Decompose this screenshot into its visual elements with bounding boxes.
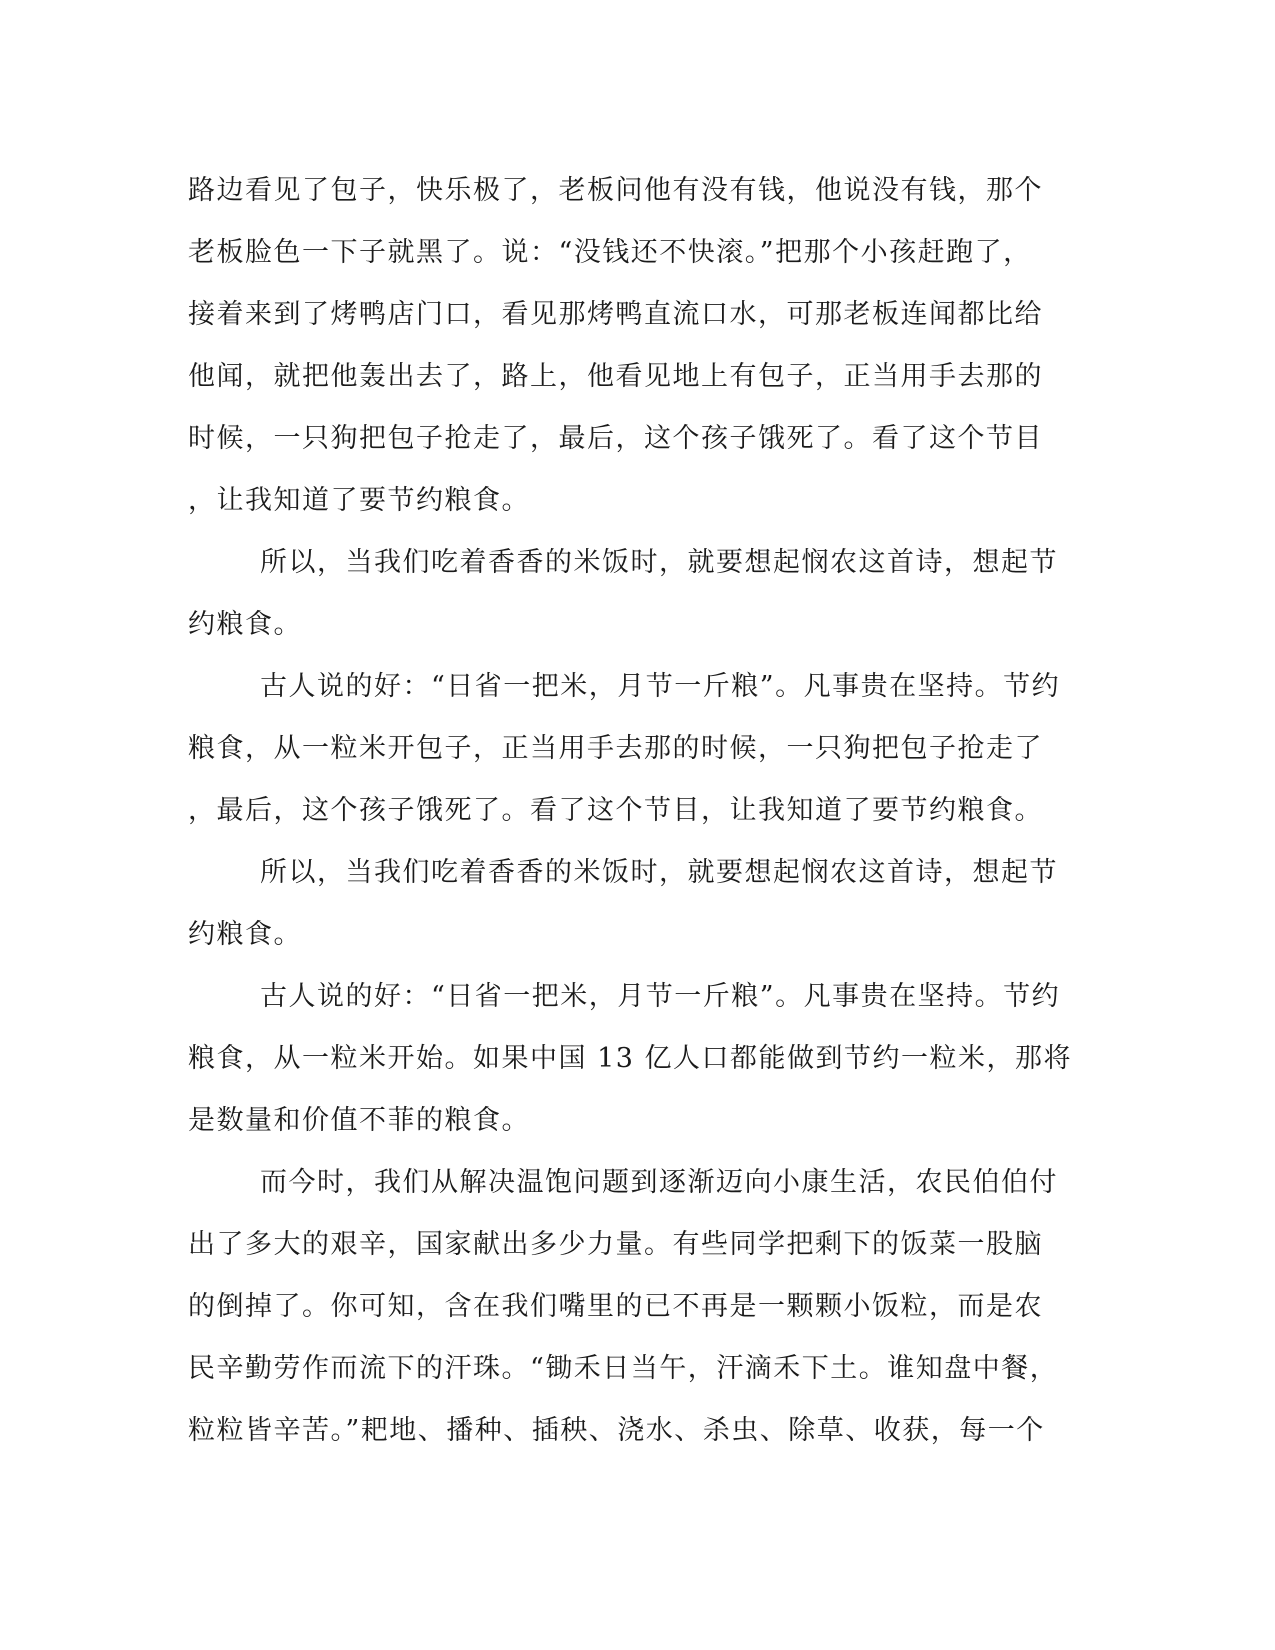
text-line: 粮食，从一粒米开包子，正当用手去那的时候，一只狗把包子抢走了 — [188, 733, 1043, 764]
text-line: 古人说的好：“日省一把米，月节一斤粮”。凡事贵在坚持。节约 — [260, 981, 1061, 1012]
text-line: 粮食，从一粒米开始。如果中国 13 亿人口都能做到节约一粒米，那将 — [188, 1043, 1073, 1074]
text-line: 接着来到了烤鸭店门口，看见那烤鸭直流口水，可那老板连闻都比给 — [188, 299, 1043, 330]
text-line: 出了多大的艰辛，国家献出多少力量。有些同学把剩下的饭菜一股脑 — [188, 1229, 1043, 1260]
text-line: 老板脸色一下子就黑了。说：“没钱还不快滚。”把那个小孩赶跑了， — [188, 237, 1032, 268]
text-line: 他闻，就把他轰出去了，路上，他看见地上有包子，正当用手去那的 — [188, 361, 1043, 392]
text-line: 约粮食。 — [188, 919, 302, 950]
essay-body — [188, 160, 1078, 1462]
text-line: 约粮食。 — [188, 609, 302, 640]
text-line: 所以，当我们吃着香香的米饭时，就要想起悯农这首诗，想起节 — [260, 857, 1058, 888]
text-line: 是数量和价值不菲的粮食。 — [188, 1105, 530, 1136]
text-line: 粒粒皆辛苦。”耙地、播种、插秧、浇水、杀虫、除草、收获，每一个 — [188, 1415, 1045, 1446]
text-line: 而今时，我们从解决温饱问题到逐渐迈向小康生活，农民伯伯付 — [260, 1167, 1058, 1198]
text-line: ，最后，这个孩子饿死了。看了这个节目，让我知道了要节约粮食。 — [188, 795, 1043, 826]
text-line: 古人说的好：“日省一把米，月节一斤粮”。凡事贵在坚持。节约 — [260, 671, 1061, 702]
text-line: 民辛勤劳作而流下的汗珠。“锄禾日当午，汗滴禾下土。谁知盘中餐， — [188, 1353, 1059, 1384]
text-line: ，让我知道了要节约粮食。 — [188, 485, 530, 516]
text-line: 路边看见了包子，快乐极了，老板问他有没有钱，他说没有钱，那个 — [188, 175, 1043, 206]
text-line: 的倒掉了。你可知，含在我们嘴里的已不再是一颗颗小饭粒，而是农 — [188, 1291, 1043, 1322]
text-line: 时候，一只狗把包子抢走了，最后，这个孩子饿死了。看了这个节目 — [188, 423, 1043, 454]
text-line: 所以，当我们吃着香香的米饭时，就要想起悯农这首诗，想起节 — [260, 547, 1058, 578]
